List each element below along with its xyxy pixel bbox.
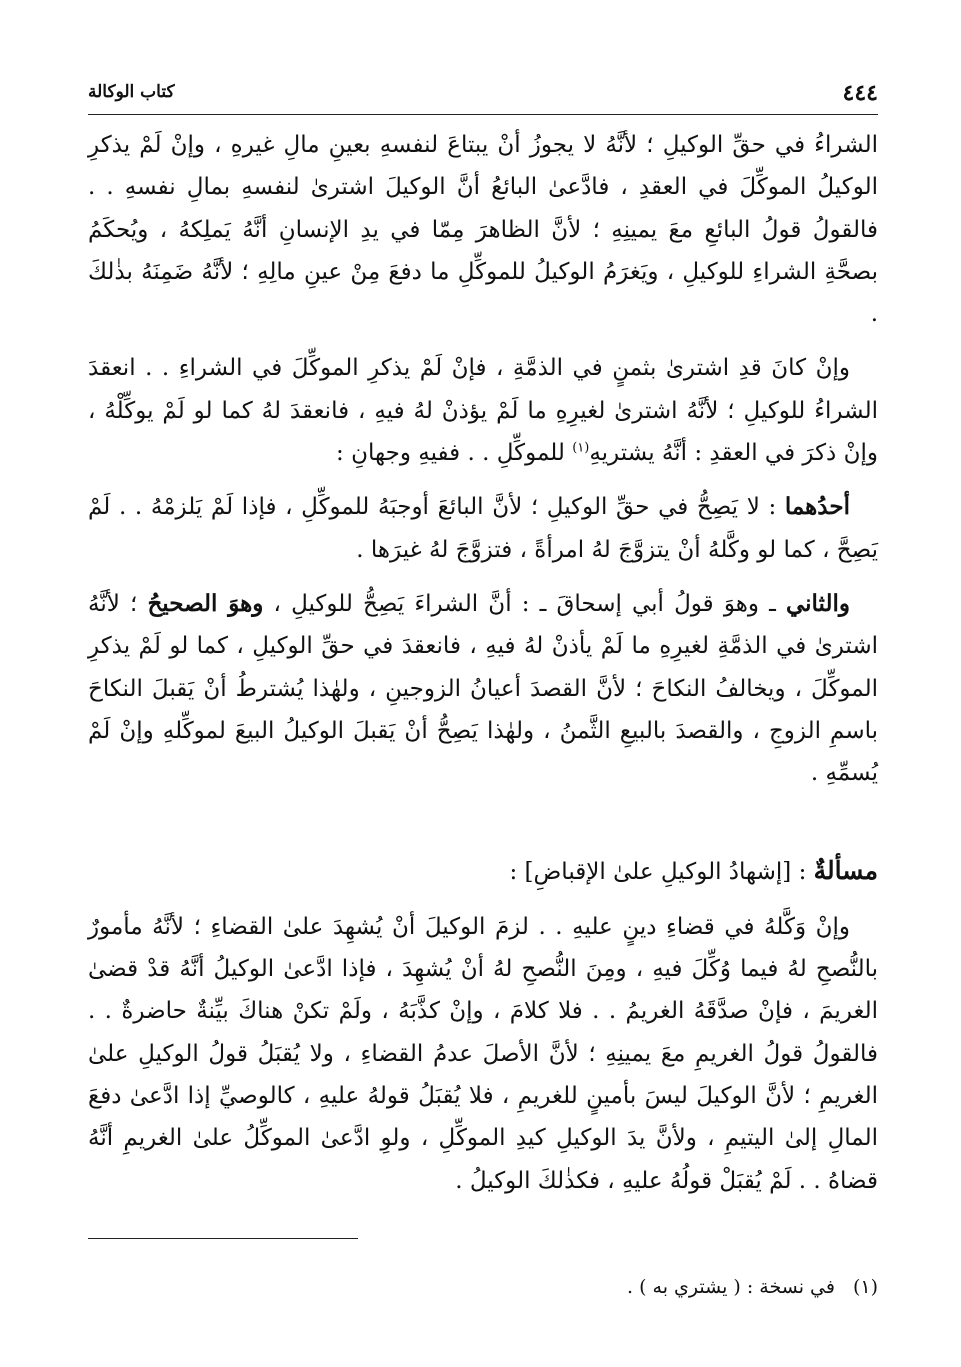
paragraph-2-text: وإنْ كانَ قدِ اشترىٰ بثمنٍ في الذمَّةِ ، فإنْ لَمْ يذكرِ الموكِّلَ في الشراءِ . . انعقدَ الشراءُ للوكيلِ ؛ لأنَّهُ اشترىٰ لغيرِهِ ما لَمْ يؤذنْ لهُ فيهِ ، فانعقدَ لهُ كما لو لَمْ يوكِّلْهُ ، وإنْ ذكرَ في العقدِ : أنَّهُ يشتريهِ xyxy=(88,355,878,467)
issue-title: : [إشهادُ الوكيلِ علىٰ الإقباضِ] : xyxy=(509,859,814,886)
header-divider xyxy=(88,114,878,115)
footnote-number: (١) xyxy=(852,1276,878,1298)
paragraph-4-text-a: ـ وهوَ قولُ أبي إسحاقَ ـ : أنَّ الشراءَ يَصِحُّ للوكيلِ ، xyxy=(263,590,786,617)
paragraph-3-text: : لا يَصِحُّ في حقِّ الوكيلِ ؛ لأنَّ البائعَ أوجبَهُ للموكِّلِ ، فإذا لَمْ يَلزمْهُ . . لَمْ يَصِحَّ ، كما لو وكَّلهُ أنْ يتزوَّجَ لهُ امرأةً ، فتزوَّجَ لهُ غيرَها . xyxy=(88,494,878,563)
footnote-text: في نسخة : ( يشتري به ) . xyxy=(626,1276,835,1298)
paragraph-1: الشراءُ في حقِّ الوكيلِ ؛ لأنَّهُ لا يجوزُ أنْ يبتاعَ لنفسهِ بعينِ مالِ غيرهِ ، وإنْ لَمْ يذكرِ الوكيلُ الموكِّلَ في العقدِ ، فادَّعىٰ البائعُ أنَّ الوكيلَ اشترىٰ لنفسهِ بمالِ نفسهِ . . فالقولُ قولُ البائعِ معَ يمينِهِ ؛ لأنَّ الظاهرَ مِمّا في يدِ الإنسانِ أنَّهُ يَملِكهُ ، ويُحكَمُ بصحَّةِ الشراءِ للوكيلِ ، ويَغرَمُ الوكيلُ للموكِّلِ ما دفعَ مِنْ عينِ مالِهِ ؛ لأنَّهُ ضَمِنَهُ بذٰلكَ . xyxy=(88,132,878,328)
running-title: كتاب الوكالة xyxy=(88,82,175,102)
paragraph-4-text-b: ؛ لأنَّهُ اشترىٰ في الذمَّةِ لغيرِهِ ما لَمْ يأذنْ لهُ فيهِ ، فانعقدَ في حقِّ الوكيلِ ، كما لو لَمْ يذكرِ الموكِّلَ ، ويخالفُ النكاحَ ؛ لأنَّ القصدَ أعيانُ الزوجينِ ، ولهٰذا يُشترطُ أنْ يَقبلَ النكاحَ باسمِ الزوجِ ، والقصدَ بالبيعِ الثَّمنُ ، ولهٰذا يَصِحُّ أنْ يَقبلَ الوكيلُ البيعَ لموكِّلهِ وإنْ لَمْ يُسمِّهِ . xyxy=(88,590,878,787)
issue-label: مسألةٌ xyxy=(813,856,878,886)
second-view-label: والثاني xyxy=(785,589,850,617)
paragraph-5: وإنْ وَكَّلهُ في قضاءِ دينٍ عليهِ . . لزمَ الوكيلَ أنْ يُشهِدَ علىٰ القضاءِ ؛ لأنَّهُ مأمورٌ بالنُّصحِ لهُ فيما وُكِّلَ فيهِ ، ومِنَ النُّصحِ لهُ أنْ يُشهِدَ ، فإذا ادَّعىٰ الوكيلُ أنَّهُ قدْ قضىٰ الغريمَ ، فإنْ صدَّقَهُ الغريمُ . . فلا كلامَ ، وإنْ كذَّبَهُ ، ولَمْ تكنْ هناكَ بيِّنةٌ حاضرةٌ . . فالقولُ قولُ الغريمِ معَ يمينِهِ ؛ لأنَّ الأصلَ عدمُ القضاءِ ، ولا يُقبَلُ قولُ الوكيلِ علىٰ الغريمِ ؛ لأنَّ الوكيلَ ليسَ بأمينٍ للغريمِ ، فلا يُقبَلُ قولهُ عليهِ ، كالوصيِّ إذا ادَّعىٰ دفعَ المالِ إلىٰ اليتيمِ ، ولأنَّ يدَ الوكيلِ كيدِ الموكِّلِ ، ولوِ ادَّعىٰ الموكِّلُ علىٰ الغريمِ أنَّهُ قضاهُ . . لَمْ يُقبَلْ قولُهُ عليهِ ، فكذٰلكَ الوكيلُ . xyxy=(88,913,878,1194)
correct-view-label: وهوَ الصحيحُ xyxy=(147,589,264,617)
document-page xyxy=(88,72,878,1342)
paragraph-3 xyxy=(88,486,878,571)
footnote-divider xyxy=(88,1238,358,1239)
body-text xyxy=(88,124,878,1202)
section-heading xyxy=(88,850,878,893)
paragraph-4 xyxy=(88,583,878,794)
page-number: ٤٤٤ xyxy=(842,80,878,106)
paragraph-2 xyxy=(88,347,878,474)
paragraph-2-tail: للموكِّلِ . . ففيهِ وجهانِ : xyxy=(336,440,573,467)
footnote-reference: (١) xyxy=(572,440,590,456)
page-header xyxy=(88,80,878,114)
footnote xyxy=(88,1272,878,1302)
first-view-label: أحدُهما xyxy=(784,493,850,521)
